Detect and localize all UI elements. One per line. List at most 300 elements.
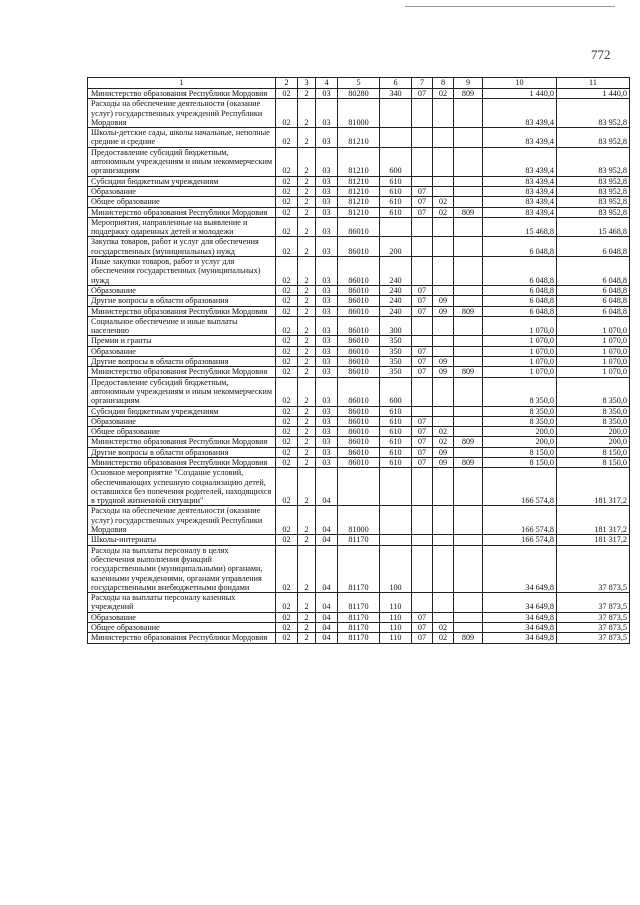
scan-edge-line [405,6,615,7]
code-cell: 2 [298,99,316,128]
code-cell [412,99,433,128]
amount-cell: 8 350,0 [557,416,630,426]
code-cell: 03 [316,197,338,207]
code-cell: 02 [276,197,298,207]
code-cell: 610 [380,197,412,207]
table-row [88,217,630,237]
code-cell [433,377,454,406]
code-cell [412,545,433,592]
amount-cell: 6 048,8 [483,296,557,306]
item-name-cell: Расходы на обеспечение деятельности (оказание услуг) государственных учреждений Республики Мордовия [88,99,276,128]
code-cell: 100 [380,545,412,592]
code-cell: 02 [276,633,298,643]
amount-cell: 6 048,8 [483,237,557,257]
amount-cell: 34 649,8 [483,633,557,643]
amount-cell: 6 048,8 [483,285,557,295]
code-cell [412,217,433,237]
table-row [88,176,630,186]
code-cell: 81170 [338,623,380,633]
item-name-cell: Предоставление субсидий бюджетным, автономным учреждениям и иным некоммерческим организациям [88,147,276,176]
code-cell: 07 [412,285,433,295]
code-cell [412,377,433,406]
code-cell [454,506,483,535]
code-cell: 02 [276,316,298,336]
code-cell: 86010 [338,296,380,306]
amount-cell: 6 048,8 [483,257,557,286]
amount-cell: 37 873,5 [557,545,630,592]
code-cell: 81210 [338,197,380,207]
code-cell: 04 [316,593,338,613]
code-cell [412,506,433,535]
code-cell: 2 [298,468,316,506]
amount-cell: 34 649,8 [483,612,557,622]
column-header-8: 8 [433,78,454,89]
item-name-cell: Мероприятия, направленные на выявление и поддержку одаренных детей и молодежи [88,217,276,237]
code-cell: 02 [276,457,298,467]
item-name-cell: Расходы на обеспечение деятельности (оказание услуг) государственных учреждений Республики Мордовия [88,506,276,535]
amount-cell: 83 439,4 [483,128,557,148]
column-header-9: 9 [454,78,483,89]
code-cell: 2 [298,197,316,207]
code-cell: 09 [433,367,454,377]
item-name-cell: Премии и гранты [88,336,276,346]
table-row [88,336,630,346]
code-cell [412,147,433,176]
code-cell [412,176,433,186]
code-cell: 04 [316,623,338,633]
code-cell [433,285,454,295]
amount-cell: 83 439,4 [483,197,557,207]
amount-cell: 6 048,8 [557,237,630,257]
item-name-cell: Общее образование [88,197,276,207]
code-cell: 09 [433,306,454,316]
code-cell: 86010 [338,237,380,257]
code-cell [433,257,454,286]
code-cell: 809 [454,306,483,316]
code-cell: 2 [298,416,316,426]
code-cell: 02 [276,468,298,506]
amount-cell: 1 070,0 [483,316,557,336]
code-cell: 09 [433,447,454,457]
amount-cell: 8 350,0 [483,377,557,406]
code-cell: 02 [276,186,298,196]
table-row [88,316,630,336]
amount-cell: 8 150,0 [557,457,630,467]
code-cell: 03 [316,207,338,217]
table-row [88,633,630,643]
code-cell: 07 [412,207,433,217]
code-cell: 02 [276,296,298,306]
amount-cell: 34 649,8 [483,593,557,613]
table-row [88,623,630,633]
amount-cell: 83 952,8 [557,176,630,186]
table-row [88,406,630,416]
code-cell: 809 [454,207,483,217]
item-name-cell: Субсидии бюджетным учреждениям [88,176,276,186]
code-cell: 02 [276,623,298,633]
code-cell: 610 [380,176,412,186]
code-cell [412,535,433,545]
amount-cell: 37 873,5 [557,633,630,643]
code-cell: 02 [276,176,298,186]
amount-cell: 37 873,5 [557,623,630,633]
code-cell: 240 [380,296,412,306]
code-cell: 02 [276,545,298,592]
item-name-cell: Министерство образования Республики Мордовия [88,633,276,643]
code-cell: 03 [316,285,338,295]
code-cell [454,285,483,295]
code-cell: 86010 [338,346,380,356]
code-cell [454,447,483,457]
amount-cell: 8 350,0 [557,377,630,406]
item-name-cell: Образование [88,285,276,295]
code-cell: 02 [276,367,298,377]
amount-cell: 83 439,4 [483,207,557,217]
code-cell [454,406,483,416]
item-name-cell: Образование [88,186,276,196]
code-cell: 03 [316,306,338,316]
code-cell: 04 [316,468,338,506]
code-cell: 03 [316,257,338,286]
code-cell: 86010 [338,336,380,346]
code-cell [454,237,483,257]
amount-cell: 166 574,8 [483,468,557,506]
code-cell: 02 [276,207,298,217]
code-cell [454,545,483,592]
code-cell [433,336,454,346]
code-cell: 07 [412,612,433,622]
code-cell [412,336,433,346]
header-row [88,78,630,89]
code-cell [454,468,483,506]
amount-cell: 6 048,8 [557,296,630,306]
amount-cell: 181 317,2 [557,535,630,545]
code-cell [454,535,483,545]
item-name-cell: Расходы на выплаты персоналу казенных учреждений [88,593,276,613]
code-cell: 2 [298,593,316,613]
code-cell [454,217,483,237]
code-cell: 02 [276,147,298,176]
amount-cell: 83 952,8 [557,128,630,148]
code-cell [454,416,483,426]
code-cell: 03 [316,336,338,346]
code-cell: 240 [380,285,412,295]
code-cell: 81170 [338,612,380,622]
table-row [88,506,630,535]
table-row [88,99,630,128]
code-cell [454,612,483,622]
code-cell: 2 [298,186,316,196]
code-cell [433,545,454,592]
table-row [88,306,630,316]
code-cell: 07 [412,89,433,99]
item-name-cell: Расходы на выплаты персоналу в целях обеспечения выполнения функций государственными (муниципальными) органами, казенными учреждениями, органами управления государственными внебюджетными фондами [88,545,276,592]
code-cell: 86010 [338,306,380,316]
code-cell: 02 [276,612,298,622]
code-cell: 02 [276,89,298,99]
code-cell: 86010 [338,377,380,406]
column-header-6: 6 [380,78,412,89]
table-row [88,257,630,286]
code-cell [454,336,483,346]
code-cell: 2 [298,237,316,257]
amount-cell: 1 070,0 [557,316,630,336]
code-cell: 02 [276,257,298,286]
amount-cell: 8 350,0 [483,406,557,416]
code-cell: 07 [412,357,433,367]
code-cell: 81170 [338,593,380,613]
code-cell [380,468,412,506]
code-cell: 02 [276,128,298,148]
column-header-1: 1 [88,78,276,89]
amount-cell: 1 070,0 [557,357,630,367]
code-cell: 2 [298,437,316,447]
code-cell: 81210 [338,186,380,196]
code-cell: 610 [380,416,412,426]
amount-cell: 34 649,8 [483,623,557,633]
code-cell: 81210 [338,128,380,148]
code-cell: 04 [316,506,338,535]
code-cell: 03 [316,416,338,426]
code-cell: 2 [298,357,316,367]
code-cell [412,593,433,613]
code-cell: 2 [298,367,316,377]
code-cell [412,128,433,148]
code-cell: 2 [298,147,316,176]
code-cell: 86010 [338,427,380,437]
item-name-cell: Другие вопросы в области образования [88,357,276,367]
code-cell: 240 [380,306,412,316]
table-row [88,186,630,196]
amount-cell: 6 048,8 [483,306,557,316]
code-cell [380,99,412,128]
item-name-cell: Школы-детские сады, школы начальные, неполные средние и средние [88,128,276,148]
table-row [88,457,630,467]
code-cell: 86010 [338,457,380,467]
code-cell [433,593,454,613]
code-cell: 2 [298,612,316,622]
code-cell: 110 [380,633,412,643]
code-cell: 03 [316,437,338,447]
amount-cell: 83 952,8 [557,99,630,128]
code-cell: 02 [433,633,454,643]
code-cell [454,357,483,367]
code-cell: 809 [454,457,483,467]
code-cell: 07 [412,346,433,356]
code-cell: 2 [298,89,316,99]
code-cell: 04 [316,612,338,622]
amount-cell: 8 350,0 [483,416,557,426]
code-cell [454,197,483,207]
table-row [88,468,630,506]
code-cell [412,257,433,286]
code-cell: 07 [412,306,433,316]
amount-cell: 6 048,8 [557,285,630,295]
code-cell [454,593,483,613]
item-name-cell: Основное мероприятие "Создание условий, обеспечивающих успешную социализацию детей, оставшихся без попечения родителей, находящихся в трудной жизненной ситуации" [88,468,276,506]
code-cell: 07 [412,367,433,377]
table-row [88,89,630,99]
amount-cell: 8 150,0 [483,457,557,467]
table-row [88,346,630,356]
code-cell: 03 [316,427,338,437]
item-name-cell: Министерство образования Республики Мордовия [88,89,276,99]
amount-cell: 200,0 [483,427,557,437]
amount-cell: 8 150,0 [557,447,630,457]
code-cell: 240 [380,257,412,286]
amount-cell: 8 350,0 [557,406,630,416]
code-cell: 02 [276,336,298,346]
code-cell [412,316,433,336]
code-cell [380,535,412,545]
code-cell: 02 [276,346,298,356]
code-cell: 02 [276,237,298,257]
code-cell: 600 [380,147,412,176]
code-cell: 80280 [338,89,380,99]
code-cell: 2 [298,535,316,545]
code-cell: 03 [316,99,338,128]
code-cell: 86010 [338,416,380,426]
code-cell [433,237,454,257]
table-row [88,427,630,437]
code-cell [454,296,483,306]
code-cell: 809 [454,89,483,99]
table-row [88,357,630,367]
amount-cell: 200,0 [483,437,557,447]
table-row [88,285,630,295]
code-cell [433,128,454,148]
code-cell: 2 [298,633,316,643]
code-cell: 03 [316,457,338,467]
column-header-10: 10 [483,78,557,89]
amount-cell: 1 070,0 [483,336,557,346]
code-cell: 02 [276,506,298,535]
code-cell: 02 [433,89,454,99]
code-cell [454,346,483,356]
code-cell: 2 [298,427,316,437]
code-cell [454,257,483,286]
code-cell: 2 [298,506,316,535]
code-cell: 600 [380,377,412,406]
item-name-cell: Предоставление субсидий бюджетным, автономным учреждениям и иным некоммерческим организациям [88,377,276,406]
code-cell: 04 [316,545,338,592]
code-cell: 07 [412,416,433,426]
code-cell: 09 [433,457,454,467]
code-cell: 03 [316,447,338,457]
item-name-cell: Министерство образования Республики Мордовия [88,306,276,316]
item-name-cell: Субсидии бюджетным учреждениям [88,406,276,416]
code-cell: 02 [276,285,298,295]
amount-cell: 181 317,2 [557,468,630,506]
code-cell: 02 [276,447,298,457]
code-cell: 2 [298,447,316,457]
code-cell: 02 [433,197,454,207]
code-cell: 03 [316,296,338,306]
code-cell: 02 [433,437,454,447]
column-header-7: 7 [412,78,433,89]
code-cell [454,623,483,633]
code-cell: 2 [298,176,316,186]
code-cell: 2 [298,285,316,295]
amount-cell: 83 439,4 [483,176,557,186]
table-row [88,535,630,545]
code-cell: 03 [316,316,338,336]
table-row [88,147,630,176]
code-cell: 02 [276,406,298,416]
table-row [88,367,630,377]
amount-cell: 166 574,8 [483,535,557,545]
code-cell [454,186,483,196]
amount-cell: 83 952,8 [557,197,630,207]
column-header-3: 3 [298,78,316,89]
code-cell: 2 [298,545,316,592]
table-row [88,296,630,306]
code-cell [380,506,412,535]
column-header-11: 11 [557,78,630,89]
code-cell: 02 [276,306,298,316]
code-cell: 81170 [338,535,380,545]
code-cell [412,406,433,416]
code-cell: 2 [298,257,316,286]
code-cell: 610 [380,186,412,196]
amount-cell: 1 070,0 [483,367,557,377]
amount-cell: 15 468,8 [483,217,557,237]
code-cell [433,612,454,622]
code-cell [433,176,454,186]
table-row [88,237,630,257]
code-cell [433,506,454,535]
code-cell: 610 [380,427,412,437]
code-cell: 07 [412,427,433,437]
code-cell: 2 [298,336,316,346]
code-cell [338,468,380,506]
code-cell: 350 [380,336,412,346]
code-cell [433,406,454,416]
amount-cell: 200,0 [557,437,630,447]
code-cell: 81170 [338,633,380,643]
amount-cell: 1 070,0 [483,357,557,367]
code-cell [454,377,483,406]
table-row [88,197,630,207]
code-cell [433,346,454,356]
table-row [88,593,630,613]
code-cell [412,237,433,257]
code-cell: 07 [412,633,433,643]
code-cell: 03 [316,176,338,186]
code-cell: 03 [316,237,338,257]
code-cell [454,316,483,336]
code-cell [380,217,412,237]
code-cell: 03 [316,367,338,377]
column-header-4: 4 [316,78,338,89]
table-row [88,416,630,426]
code-cell: 09 [433,357,454,367]
amount-cell: 83 952,8 [557,207,630,217]
item-name-cell: Иные закупки товаров, работ и услуг для обеспечения государственных (муниципальных) нужд [88,257,276,286]
code-cell: 610 [380,447,412,457]
code-cell: 02 [276,593,298,613]
code-cell: 2 [298,457,316,467]
item-name-cell: Министерство образования Республики Мордовия [88,457,276,467]
code-cell: 04 [316,535,338,545]
item-name-cell: Другие вопросы в области образования [88,447,276,457]
code-cell: 86010 [338,367,380,377]
code-cell: 610 [380,457,412,467]
code-cell: 2 [298,296,316,306]
item-name-cell: Социальное обеспечение и иные выплаты населению [88,316,276,336]
code-cell: 81170 [338,545,380,592]
code-cell: 02 [276,99,298,128]
